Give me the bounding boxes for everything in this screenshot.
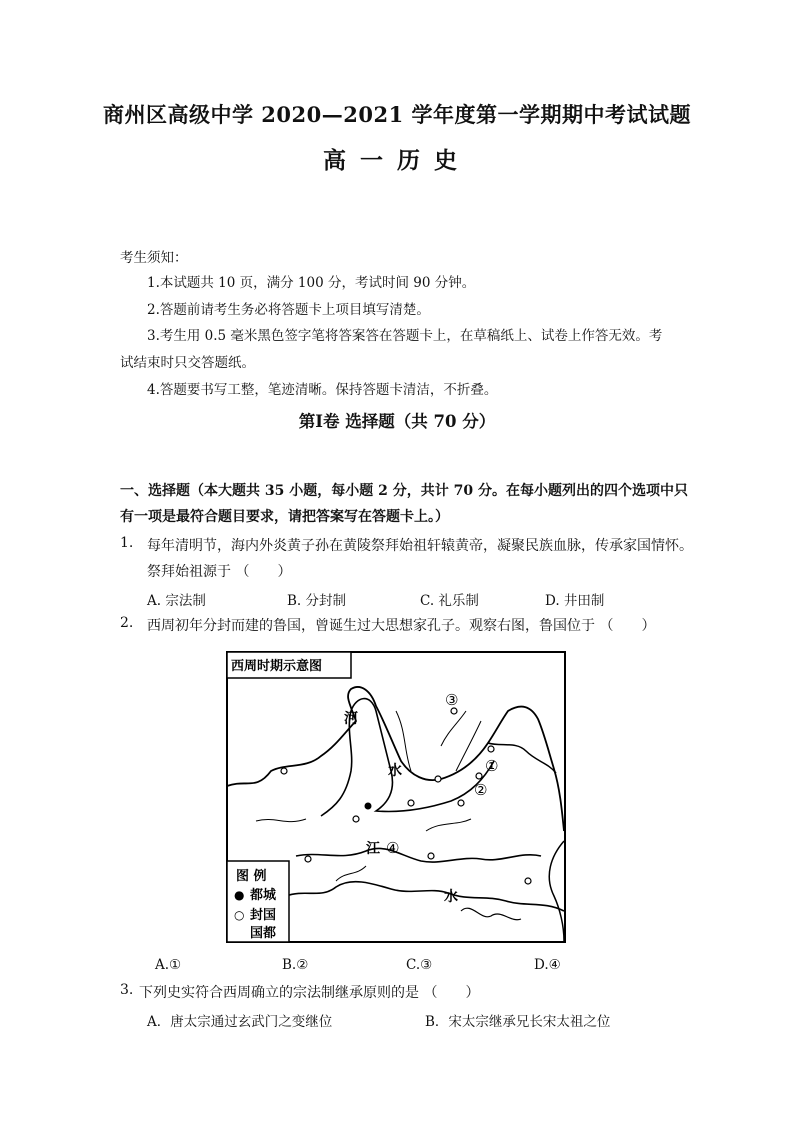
question-text: 祭拜始祖源于 （ ） [147, 564, 292, 580]
section-instruction: 一、选择题（本大题共 35 小题，每小题 2 分，共计 70 分。在每小题列出的四个选项中只 [120, 483, 688, 499]
river-label-shui: 水 [444, 889, 458, 905]
notice-item: 4.答题要书写工整，笔迹清晰。保持答题卡清洁，不折叠。 [147, 382, 498, 398]
legend-heading: 图 例 [236, 869, 267, 884]
option-a: A．唐太宗通过玄武门之变继位 [147, 1014, 333, 1030]
capital-dot [365, 803, 372, 810]
exam-subject: 高一历史 [323, 147, 471, 174]
legend-capital-label: 都城 [250, 888, 277, 903]
option-a: A. 宗法制 [147, 593, 206, 609]
map-title: 西周时期示意图 [231, 659, 323, 674]
marker-1: ① [485, 757, 499, 775]
marker-3: ③ [445, 691, 459, 709]
river-label-jiang: 江 [366, 841, 380, 857]
legend-capital-symbol: ● [234, 888, 245, 902]
marker-4: ④ [386, 839, 400, 857]
question-text: 西周初年分封而建的鲁国，曾诞生过大思想家孔子。观察右图，鲁国位于 （ ） [147, 618, 656, 634]
notice-item: 试结束时只交答题纸。 [120, 355, 255, 371]
exam-title: 商州区高级中学 2020—2021 学年度第一学期期中考试试题 [102, 102, 691, 127]
option-d: D.④ [534, 957, 561, 973]
river-label-shui: 水 [388, 763, 402, 779]
notice-item: 2.答题前请考生务必将答题卡上项目填写清楚。 [147, 302, 430, 318]
river-label-he: 河 [344, 711, 358, 727]
question-number: 3. [120, 982, 134, 998]
legend-state-label: 国都 [250, 926, 277, 941]
marker-2: ② [474, 781, 488, 799]
option-c: C.③ [406, 957, 433, 973]
option-a: A.① [155, 957, 182, 973]
section-instruction: 有一项是最符合题目要求，请把答案写在答题卡上。） [120, 509, 449, 525]
option-d: D. 井田制 [545, 593, 605, 609]
notice-item: 1.本试题共 10 页，满分 100 分，考试时间 90 分钟。 [147, 275, 476, 291]
option-b: B. 分封制 [287, 593, 347, 609]
legend-state-label: 封国 [250, 908, 277, 923]
question-number: 2. [120, 615, 134, 631]
western-zhou-map [226, 651, 566, 943]
option-b: B.② [282, 957, 309, 973]
question-text: 每年清明节，海内外炎黄子孙在黄陵祭拜始祖轩辕黄帝，凝聚民族血脉，传承家国情怀。 [147, 538, 693, 554]
section-title: 第Ⅰ卷 选择题（共 70 分） [298, 412, 496, 431]
question-number: 1. [120, 535, 134, 551]
option-c: C. 礼乐制 [420, 593, 479, 609]
notice-heading: 考生须知： [120, 250, 188, 266]
question-text: 下列史实符合西周确立的宗法制继承原则的是 （ ） [139, 985, 480, 1001]
option-b: B．宋太宗继承兄长宋太祖之位 [425, 1014, 611, 1030]
legend-state-symbol: ○ [234, 908, 245, 922]
notice-item: 3.考生用 0.5 毫米黑色签字笔将答案答在答题卡上，在草稿纸上、试卷上作答无效。考 [147, 328, 663, 344]
